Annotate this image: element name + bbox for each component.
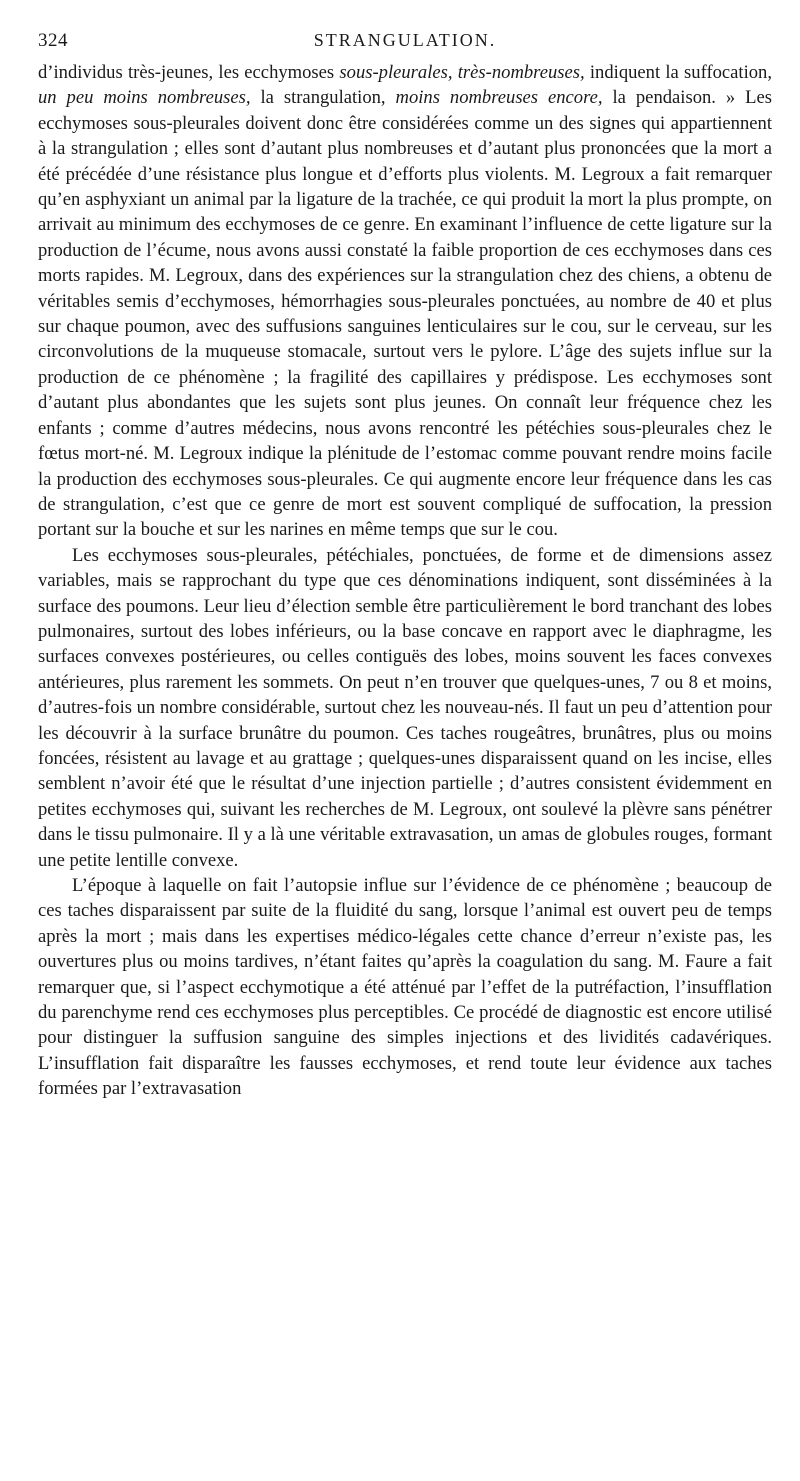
- running-header: [38, 30, 772, 60]
- paragraph-2: [38, 543, 772, 873]
- text-run: la strangulation,: [250, 87, 396, 109]
- italic-run: un peu moins nombreuses,: [38, 87, 251, 109]
- page-number: 324: [38, 30, 68, 51]
- text-run: L’époque à laquelle on fait l’autopsie influe sur l’évidence de ce phénomène ; beaucoup de ces taches disparaissent par suite de la fluidité du sang, lorsque l’animal est ouvert peu de temps après la mort ; mais dans les expertises médico-légales cette chance d’erreur n’existe pas, les ouvertures plus ou moins tardives, n’étant faites qu’après la coagulation du sang. M. Faure a fait remarquer que, si l’aspect ecchymotique a été atténué par l’effet de la putréfaction, l’insufflation du parenchyme rend ces ecchymoses plus perceptibles. Ce procédé de diagnostic est encore utilisé pour distinguer la suffusion sanguine des simples injections et des lividités cadavériques. L’insufflation fait disparaître les fausses ecchymoses, et rend toute leur évidence aux taches formées par l’extravasation: [38, 875, 772, 1100]
- italic-run: sous-pleurales, très-nombreuses,: [339, 62, 585, 83]
- paragraph-3: [38, 873, 772, 1102]
- running-title: STRANGULATION.: [313, 30, 497, 50]
- paragraph-1: [38, 60, 772, 543]
- text-run: indiquent la suffocation,: [584, 62, 773, 83]
- text-run: Les ecchymoses sous-pleurales, pétéchiales, ponctuées, de forme et de dimensions assez variables, mais se rapprochant du type que ces dénominations indiquent, sont disséminées à la surface des poumons. Leur lieu d’élection semble être particulièrement le bord tranchant des lobes pulmonaires, surtout des lobes inférieurs, ou la base concave en rapport avec le diaphragme, les surfaces convexes postérieures, ou celles contiguës des lobes, moins souvent les faces convexes antérieures, plus rarement les sommets. On peut n’en trouver que quelques-unes, 7 ou 8 et moins, d’autres-fois un nombre considérable, surtout chez les nouveau-nés. Il faut un peu d’attention pour les découvrir à la surface brunâtre du poumon. Ces taches rougeâtres, brunâtres, plus ou moins foncées, résistent au lavage et au grattage ; quelques-unes disparaissent quand on les incise, elles semblent n’avoir été que le résultat d’une injection partielle ; d’autres consistent évidemment en petites ecchymoses qui, suivant les recherches de M. Legroux, ont soulevé la plèvre sans pénétrer dans le tissu pulmonaire. Il y a là une véritable extravasation, un amas de globules rouges, formant une petite lentille convexe.: [38, 544, 772, 871]
- text-run: la pendaison. » Les ecchymoses sous-pleurales doivent donc être considérées comme un des signes qui appartiennent à la strangulation ; elles sont d’autant plus nombreuses et d’autant plus prononcées que la mort a été précédée d’une résistance plus longue et d’efforts plus violents. M. Legroux a fait remarquer qu’en asphyxiant un animal par la ligature de la trachée, ce qui produit la mort la plus prompte, on arrivait au minimum des ecchymoses de ce genre. En examinant l’influence de cette ligature sur la production de l’écume, nous avons aussi constaté la faible proportion de ces ecchymoses dans ces morts rapides. M. Legroux, dans des expériences sur la strangulation chez des chiens, a obtenu de véritables semis d’ecchymoses, hémorrhagies sous-pleurales ponctuées, au nombre de 40 et plus sur chaque poumon, avec des suffusions sanguines lenticulaires sur le cou, sur le cerveau, sur les circonvolutions de la muqueuse stomacale, surtout vers le pylore. L’âge des sujets influe sur la production de ce phénomène ; la fragilité des capillaires y prédispose. Les ecchymoses sont d’autant plus abondantes que les sujets sont plus jeunes. On connaît leur fréquence chez les enfants ; comme d’autres médecins, nous avons rencontré les pétéchies sous-pleurales chez le fœtus mort-né. M. Legroux indique la plénitude de l’estomac comme pouvant rendre moins facile la production des ecchymoses sous-pleurales. Ce qui augmente encore leur fréquence dans les cas de strangulation, c’est que ce genre de mort est souvent compliqué de suffocation, la pression portant sur la bouche et sur les narines en même temps que sur le cou.: [38, 87, 772, 541]
- body-text: [38, 60, 772, 1102]
- document-page: [38, 30, 772, 1102]
- text-run: d’individus très-jeunes, les ecchymoses: [38, 62, 340, 83]
- italic-run: moins nombreuses encore,: [395, 87, 603, 109]
